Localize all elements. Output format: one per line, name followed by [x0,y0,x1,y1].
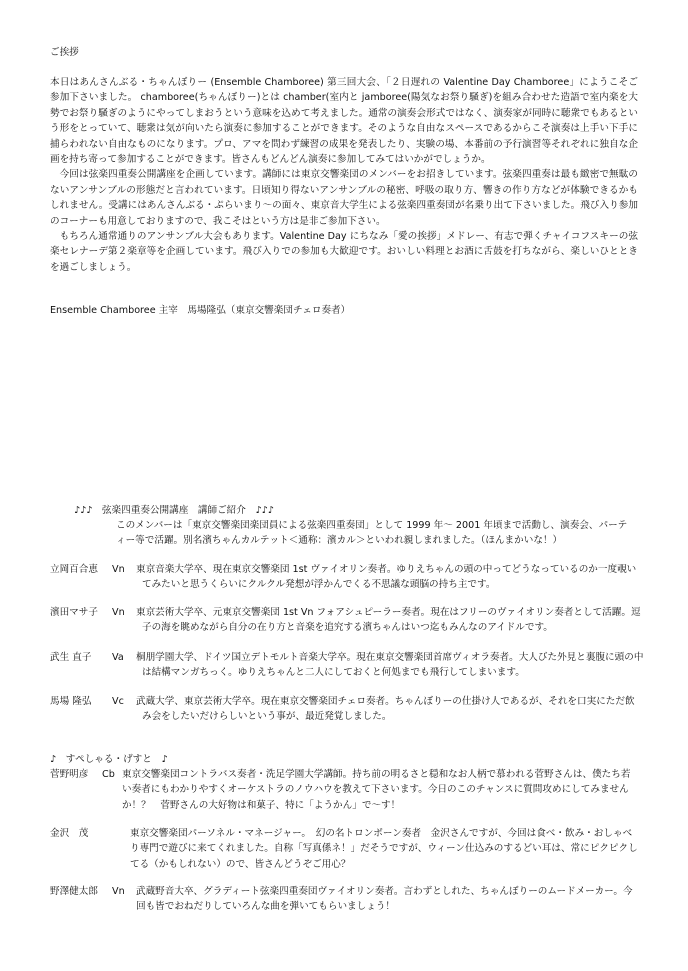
intro-paragraph: 今回は弦楽四重奏公開講座を企画しています。講師には東京交響楽団のメンバーをお招きしています。弦楽四重奏は最も緻密で無駄のないアンサンブルの形態だと言われています。日頃知り得ないアンサンブルの秘密、呼吸の取り方、響きの作り方などが体験できるかもしれません。受講にはあんさんぶる・ぷらいまり〜の面々、東京音大学生による弦楽四重奏団が名乗り出て下さいました。飛び入り参加のコーナーも用意しておりますので、我こそはという方は是非ご参加下さい。 [50,169,638,227]
signature: Ensemble Chamboree 主宰 馬場隆弘（東京交響楽団チェロ奏者） [50,305,351,316]
member-instrument: Va [112,652,124,663]
guest-name: 菅野明彦 [50,769,89,780]
lecturers-heading: ♪♪♪ 弦楽四重奏公開講座 講師ご紹介 ♪♪♪ [74,505,274,516]
intro-section [50,75,638,275]
member-description: 東京芸術大学卒、元東京交響楽団 1st Vn フォアシュピーラー奏者。現在はフリーのヴァイオリン奏者として活躍。逗子の海を眺めながら自分の在り方と音楽を追究する濱ちゃんはいつ迄もみんなのアイドルです。 [136,607,641,634]
intro-paragraph: もちろん通常通りのアンサンブル大会もあります。Valentine Day にちなみ「愛の挨拶」メドレー、有志で弾くチャイコフスキーの弦楽セレナーデ第２楽章等を企画しています。飛び入りでの参加も大歓迎です。おいしい料理とお酒に舌鼓を打ちながら、楽しいひとときを過ごしましょう。 [50,231,638,273]
guests-heading: ♪ すぺしゃる・げすと ♪ [50,754,168,765]
member-instrument: Vn [112,564,125,575]
member-instrument: Vn [112,607,125,618]
member-instrument: Vc [112,696,124,707]
member-name: 濱田マサ子 [50,607,98,618]
member-name: 立岡百合恵 [50,564,98,575]
lecturers-description: このメンバーは「東京交響楽団楽団員による弦楽四重奏団」として 1999 年〜 2001 年頃まで活動し、演奏会、パーティー等で活躍。別名濱ちゃんカルテット＜通称：濱カル＞といわれ親しまれました。（ほんまかいな！） [116,520,628,547]
guest-instrument: Cb [102,769,115,780]
greeting-title: ご挨拶 [50,47,79,58]
guest-name: 金沢 茂 [50,828,89,839]
guest-instrument: Vn [112,886,125,897]
intro-paragraph: 本日はあんさんぶる・ちゃんぼりー (Ensemble Chamboree) 第三回大会、「２日遅れの Valentine Day Chamboree」にようこそご参加下さいました。 chamboree(ちゃんぼりー)とは chamber(室内と jamboree(陽気なお祭り騒ぎ)を組み合わせた造語で室内楽を大勢でお祭り騒ぎのようにやってしまおうという意味を込めて考えました。通常の演奏会形式ではなく、演奏家が同時に聴衆でもあるという形をとっていて、聴衆は気が向いたら演奏に参加することができます。そのような自由なスペースであるからこそ演奏は上手い下手に捕らわれない自由なものになります。プロ、アマを問わず練習の成果を発表したり、実験の場、本番前の予行演習等それぞれに独自な企画を持ち寄って参加することができます。皆さんもどんどん演奏に参加してみてはいかがでしょうか。 [50,77,638,166]
member-name: 馬場 隆弘 [50,696,92,707]
guest-description: 東京交響楽団パーソネル・マネージャー。 幻の名トロンボーン奏者 金沢さんですが、今回は食べ・飲み・おしゃべり専門で遊びに来てくれました。自称「写真係ネ！」だそうですが、ウィーン仕込みのするどい耳は、常にピクピクしてる（かもしれない）ので、皆さんどうぞご用心？ [130,828,638,870]
guest-name: 野澤健太郎 [50,886,98,897]
member-name: 武生 直子 [50,652,92,663]
member-description: 武蔵大学、東京芸術大学卒。現在東京交響楽団チェロ奏者。ちゃんぼりーの仕掛け人であるが、それを口実にただ飲み会をしたいだけらしいという事が、最近発覚しました。 [136,696,635,723]
member-description: 東京音楽大学卒、現在東京交響楽団 1st ヴァイオリン奏者。ゆりえちゃんの頭の中ってどうなっているのか一度覗いてみたいと思うくらいにクルクル発想が浮かんでくる不思議な頭脳の持ち主です。 [136,564,637,591]
guest-description: 東京交響楽団コントラバス奏者・洗足学園大学講師。持ち前の明るさと穏和なお人柄で慕われる菅野さんは、僕たち若い奏者にもわかりやすくオーケストラのノウハウを教えて下さいます。今日のこのチャンスに質問攻めにしてみませんか！？ 菅野さんの大好物は和菓子、特に「ようかん」で〜す！ [122,769,631,811]
guest-description: 武蔵野音大卒、グラディート弦楽四重奏団ヴァイオリン奏者。言わずとしれた、ちゃんぼりーのムードメーカー。今回も皆でおねだりしていろんな曲を弾いてもらいましょう！ [136,886,633,913]
member-description: 桐朋学園大学、ドイツ国立デトモルト音楽大学卒。現在東京交響楽団首席ヴィオラ奏者。大人びた外見と裏腹に頭の中は結構マンガちっく。ゆりえちゃんと二人にしておくと何処までも飛行してしまいます。 [136,652,644,679]
